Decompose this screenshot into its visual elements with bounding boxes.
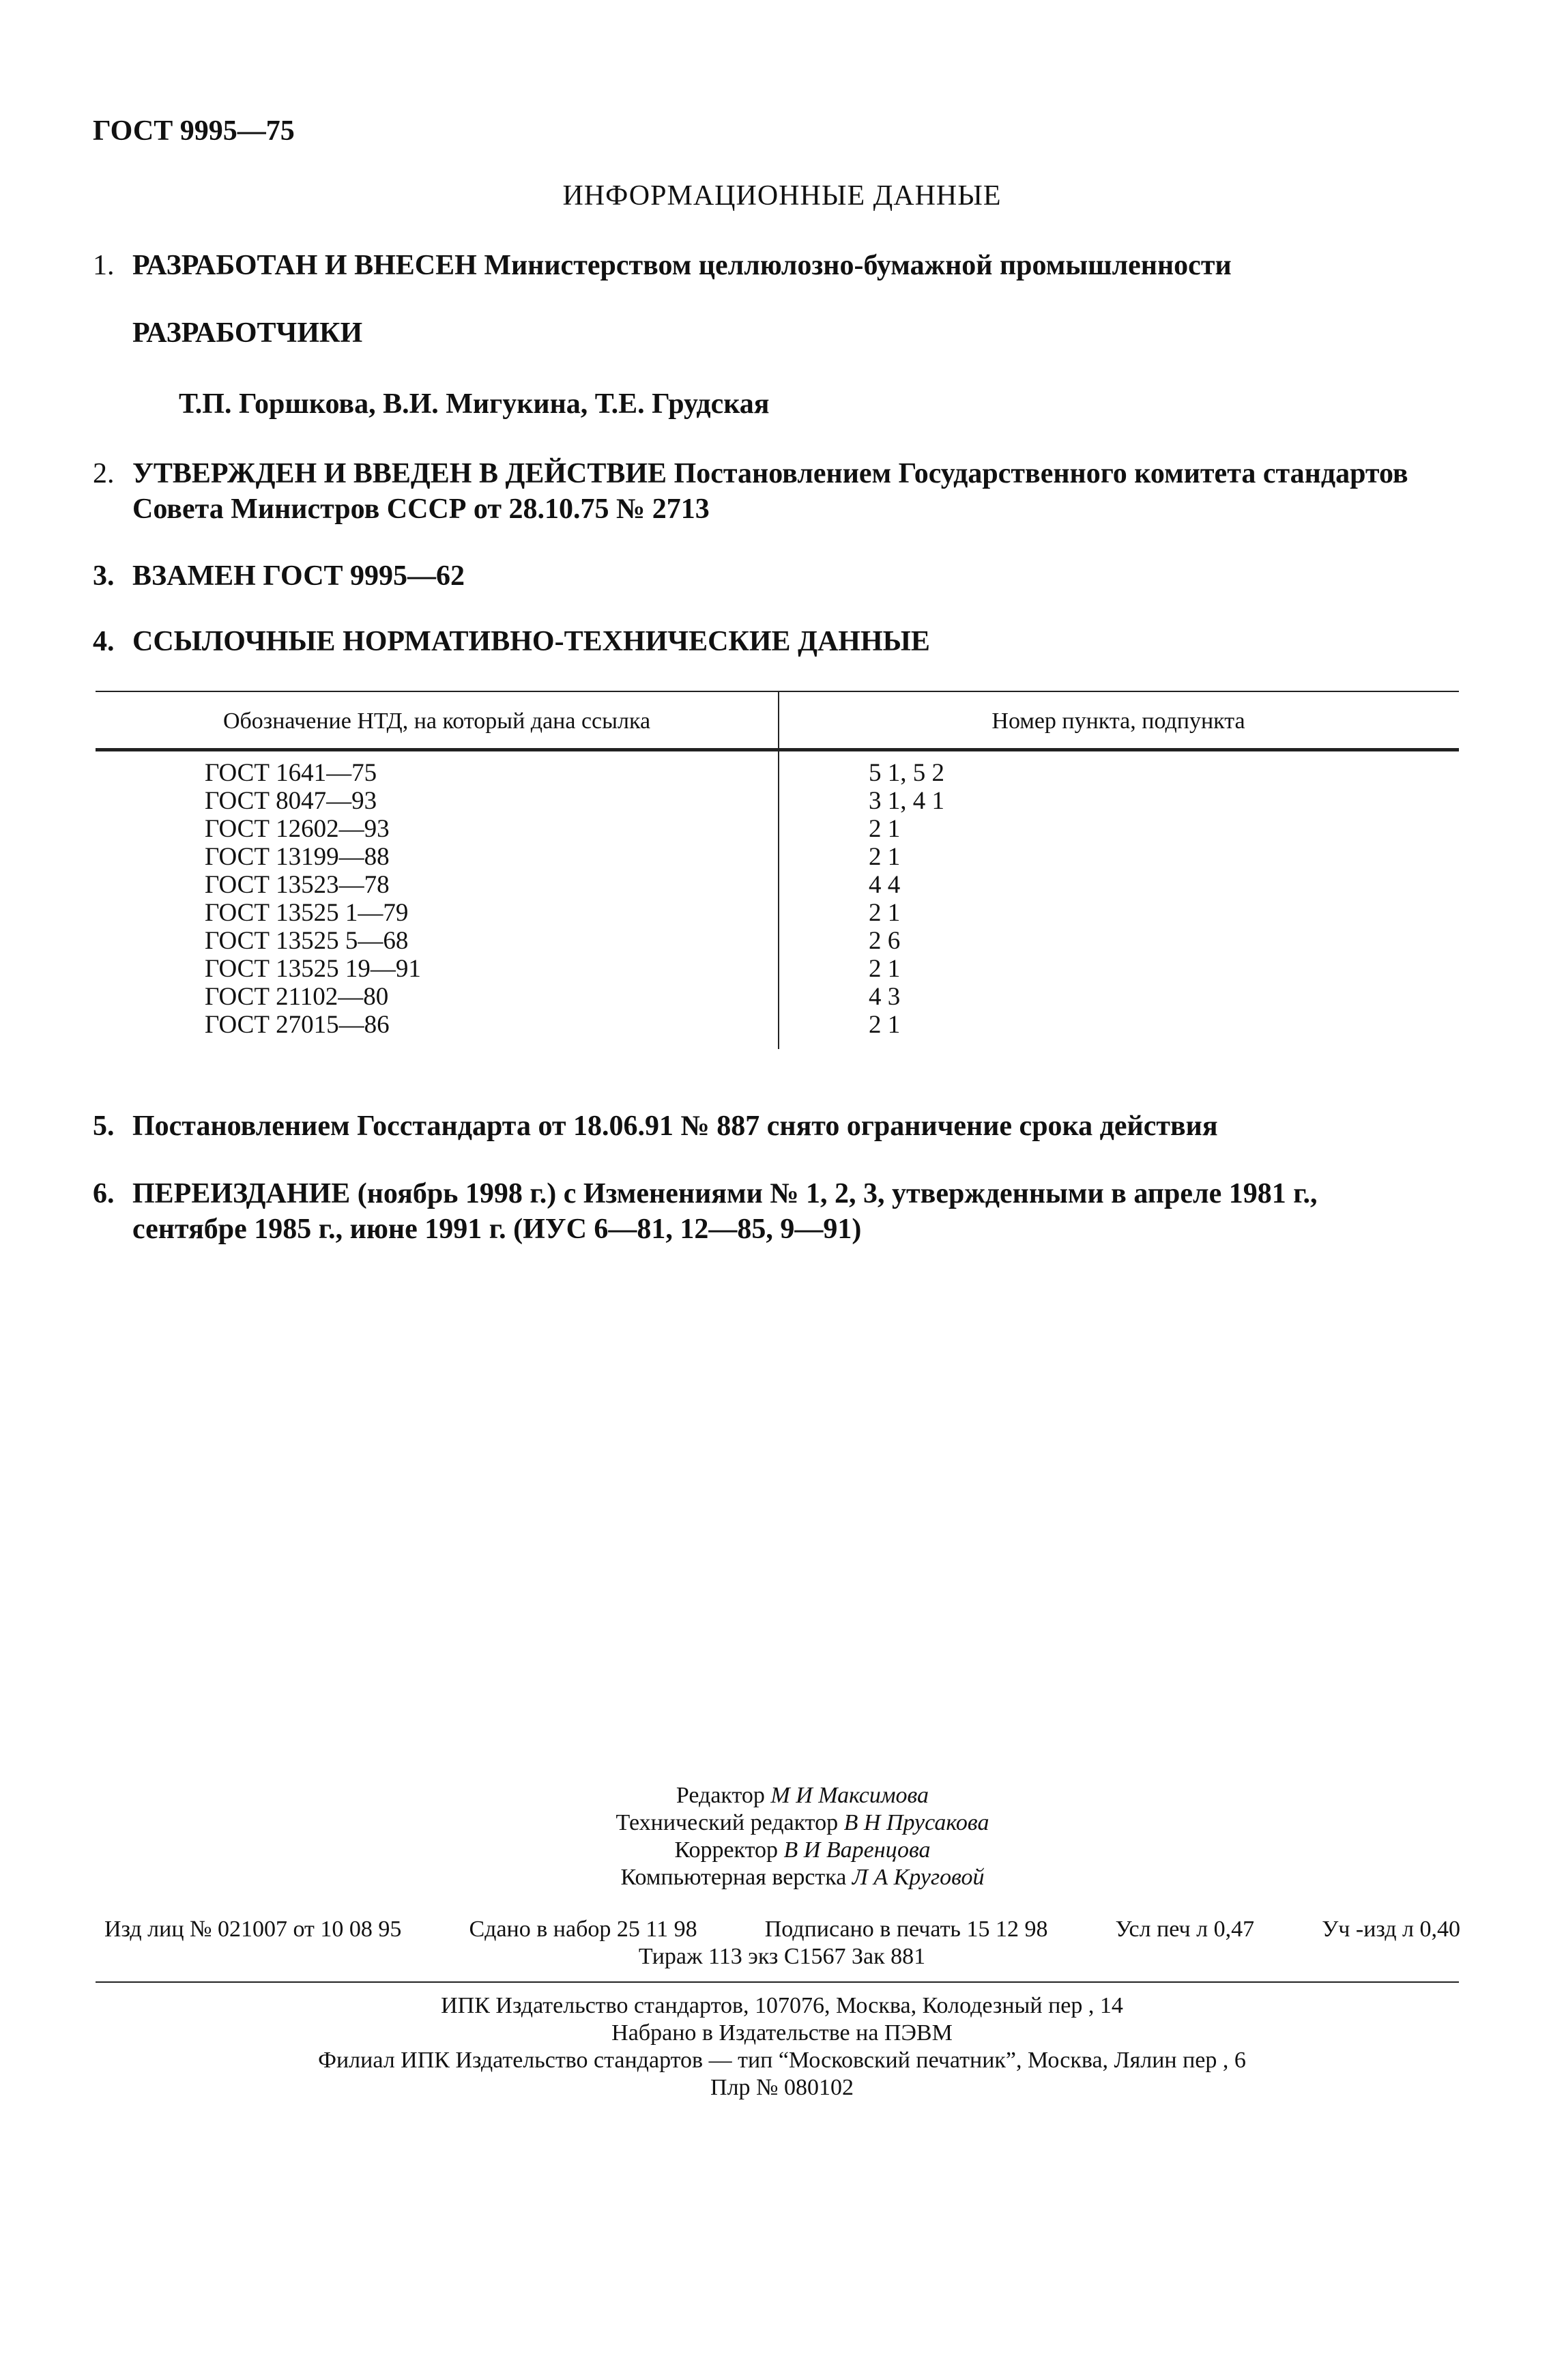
table-header-rule	[96, 748, 1459, 751]
imprint-divider	[96, 1981, 1459, 1983]
table-row-designation: ГОСТ 13525 5—68	[205, 927, 409, 955]
table-row-clause: 4 3	[869, 983, 901, 1011]
item-1-number: 1.	[93, 250, 115, 281]
item-2-text-2: Совета Министров СССР от 28.10.75 № 2713	[132, 493, 710, 525]
layout-line	[20, 1865, 1564, 1891]
table-row-clause: 2 1	[869, 815, 901, 843]
table-top-rule	[96, 691, 1459, 692]
pub-sheets: Уч -изд л 0,40	[1322, 1917, 1460, 1942]
typeset-note: Набрано в Издательстве на ПЭВМ	[611, 2020, 953, 2046]
item-6	[93, 1177, 1318, 1210]
table-row-clause: 2 1	[869, 955, 901, 983]
document-id: ГОСТ 9995—75	[93, 115, 295, 147]
item-1-lead: РАЗРАБОТАН И ВНЕСЕН	[132, 250, 477, 281]
table-row-designation: ГОСТ 21102—80	[205, 983, 389, 1011]
editor-line	[20, 1783, 1564, 1809]
item-3-text: ВЗАМЕН ГОСТ 9995—62	[132, 560, 465, 592]
corrector-line	[20, 1837, 1564, 1863]
item-5-number: 5.	[93, 1110, 115, 1142]
publisher-address: ИПК Издательство стандартов, 107076, Москва, Колодезный пер , 14	[441, 1993, 1123, 2018]
table-header-clause: Номер пункта, подпункта	[991, 708, 1245, 734]
item-4-text: ССЫЛОЧНЫЕ НОРМАТИВНО-ТЕХНИЧЕСКИЕ ДАННЫЕ	[132, 626, 930, 657]
tech-editor-name: В Н Прусакова	[843, 1810, 989, 1835]
item-2-number: 2.	[93, 458, 115, 489]
table-row-clause: 2 1	[869, 1011, 901, 1039]
item-2-lead: УТВЕРЖДЕН И ВВЕДЕН В ДЕЙСТВИЕ	[132, 458, 667, 489]
table-row-designation: ГОСТ 27015—86	[205, 1011, 390, 1039]
table-row-clause: 3 1, 4 1	[869, 787, 944, 815]
circulation-line: Тираж 113 экз С1567 Зак 881	[638, 1944, 926, 1969]
developers-heading: РАЗРАБОТЧИКИ	[132, 317, 363, 349]
reference-table	[96, 691, 1459, 1049]
table-row-designation: ГОСТ 13199—88	[205, 843, 390, 871]
item-3-number: 3.	[93, 560, 115, 592]
table-row-clause: 2 1	[869, 899, 901, 927]
tech-editor-line	[20, 1810, 1564, 1836]
print-sheets: Усл печ л 0,47	[1115, 1917, 1255, 1942]
item-1-text: Министерством целлюлозно-бумажной промышленности	[484, 250, 1232, 281]
table-row-designation: ГОСТ 13525 19—91	[205, 955, 421, 983]
item-1	[93, 249, 1232, 282]
signed-date: Подписано в печать 15 12 98	[764, 1917, 1048, 1942]
editor-name: М И Максимова	[770, 1783, 929, 1808]
item-2	[93, 457, 1408, 490]
item-4-number: 4.	[93, 626, 115, 657]
item-2-text-1: Постановлением Государственного комитета стандартов	[674, 458, 1408, 489]
item-5	[93, 1110, 1218, 1143]
table-header-designation: Обозначение НТД, на который дана ссылка	[222, 708, 651, 734]
table-row-clause: 2 6	[869, 927, 901, 955]
table-row-designation: ГОСТ 13523—78	[205, 871, 390, 899]
table-row-designation: ГОСТ 1641—75	[205, 759, 377, 787]
layout-name: Л А Круговой	[852, 1865, 985, 1890]
developers-names: Т.П. Горшкова, В.И. Мигукина, Т.Е. Грудская	[179, 388, 770, 420]
table-row-designation: ГОСТ 13525 1—79	[205, 899, 409, 927]
item-5-text: Постановлением Госстандарта от 18.06.91 № 887 снято ограничение срока действия	[132, 1110, 1218, 1142]
table-row-clause: 5 1, 5 2	[869, 759, 944, 787]
item-6-number: 6.	[93, 1178, 115, 1209]
corrector-name: В И Варенцова	[783, 1837, 931, 1863]
item-3	[93, 560, 465, 592]
item-4	[93, 625, 930, 658]
table-row-designation: ГОСТ 12602—93	[205, 815, 390, 843]
printer-address: Филиал ИПК Издательство стандартов — тип “Московский печатник”, Москва, Лялин пер , 6	[318, 2048, 1246, 2073]
layout-label: Компьютерная верстка	[620, 1865, 847, 1890]
table-column-divider	[778, 691, 779, 1049]
table-row-designation: ГОСТ 8047—93	[205, 787, 377, 815]
corrector-label: Корректор	[674, 1837, 779, 1863]
tech-editor-label: Технический редактор	[616, 1810, 839, 1835]
submitted-date: Сдано в набор 25 11 98	[469, 1917, 697, 1942]
item-6-text-1: ПЕРЕИЗДАНИЕ (ноябрь 1998 г.) с Изменениями № 1, 2, 3, утвержденными в апреле 1981 г.,	[132, 1178, 1318, 1209]
printer-license: Плр № 080102	[710, 2075, 854, 2100]
table-row-clause: 4 4	[869, 871, 901, 899]
table-row-clause: 2 1	[869, 843, 901, 871]
item-6-text-2: сентябре 1985 г., июне 1991 г. (ИУС 6—81, 12—85, 9—91)	[132, 1214, 862, 1245]
page-title: ИНФОРМАЦИОННЫЕ ДАННЫЕ	[562, 180, 1002, 212]
publication-details	[104, 1917, 1460, 1942]
editor-label: Редактор	[676, 1783, 765, 1808]
license: Изд лиц № 021007 от 10 08 95	[104, 1917, 402, 1942]
